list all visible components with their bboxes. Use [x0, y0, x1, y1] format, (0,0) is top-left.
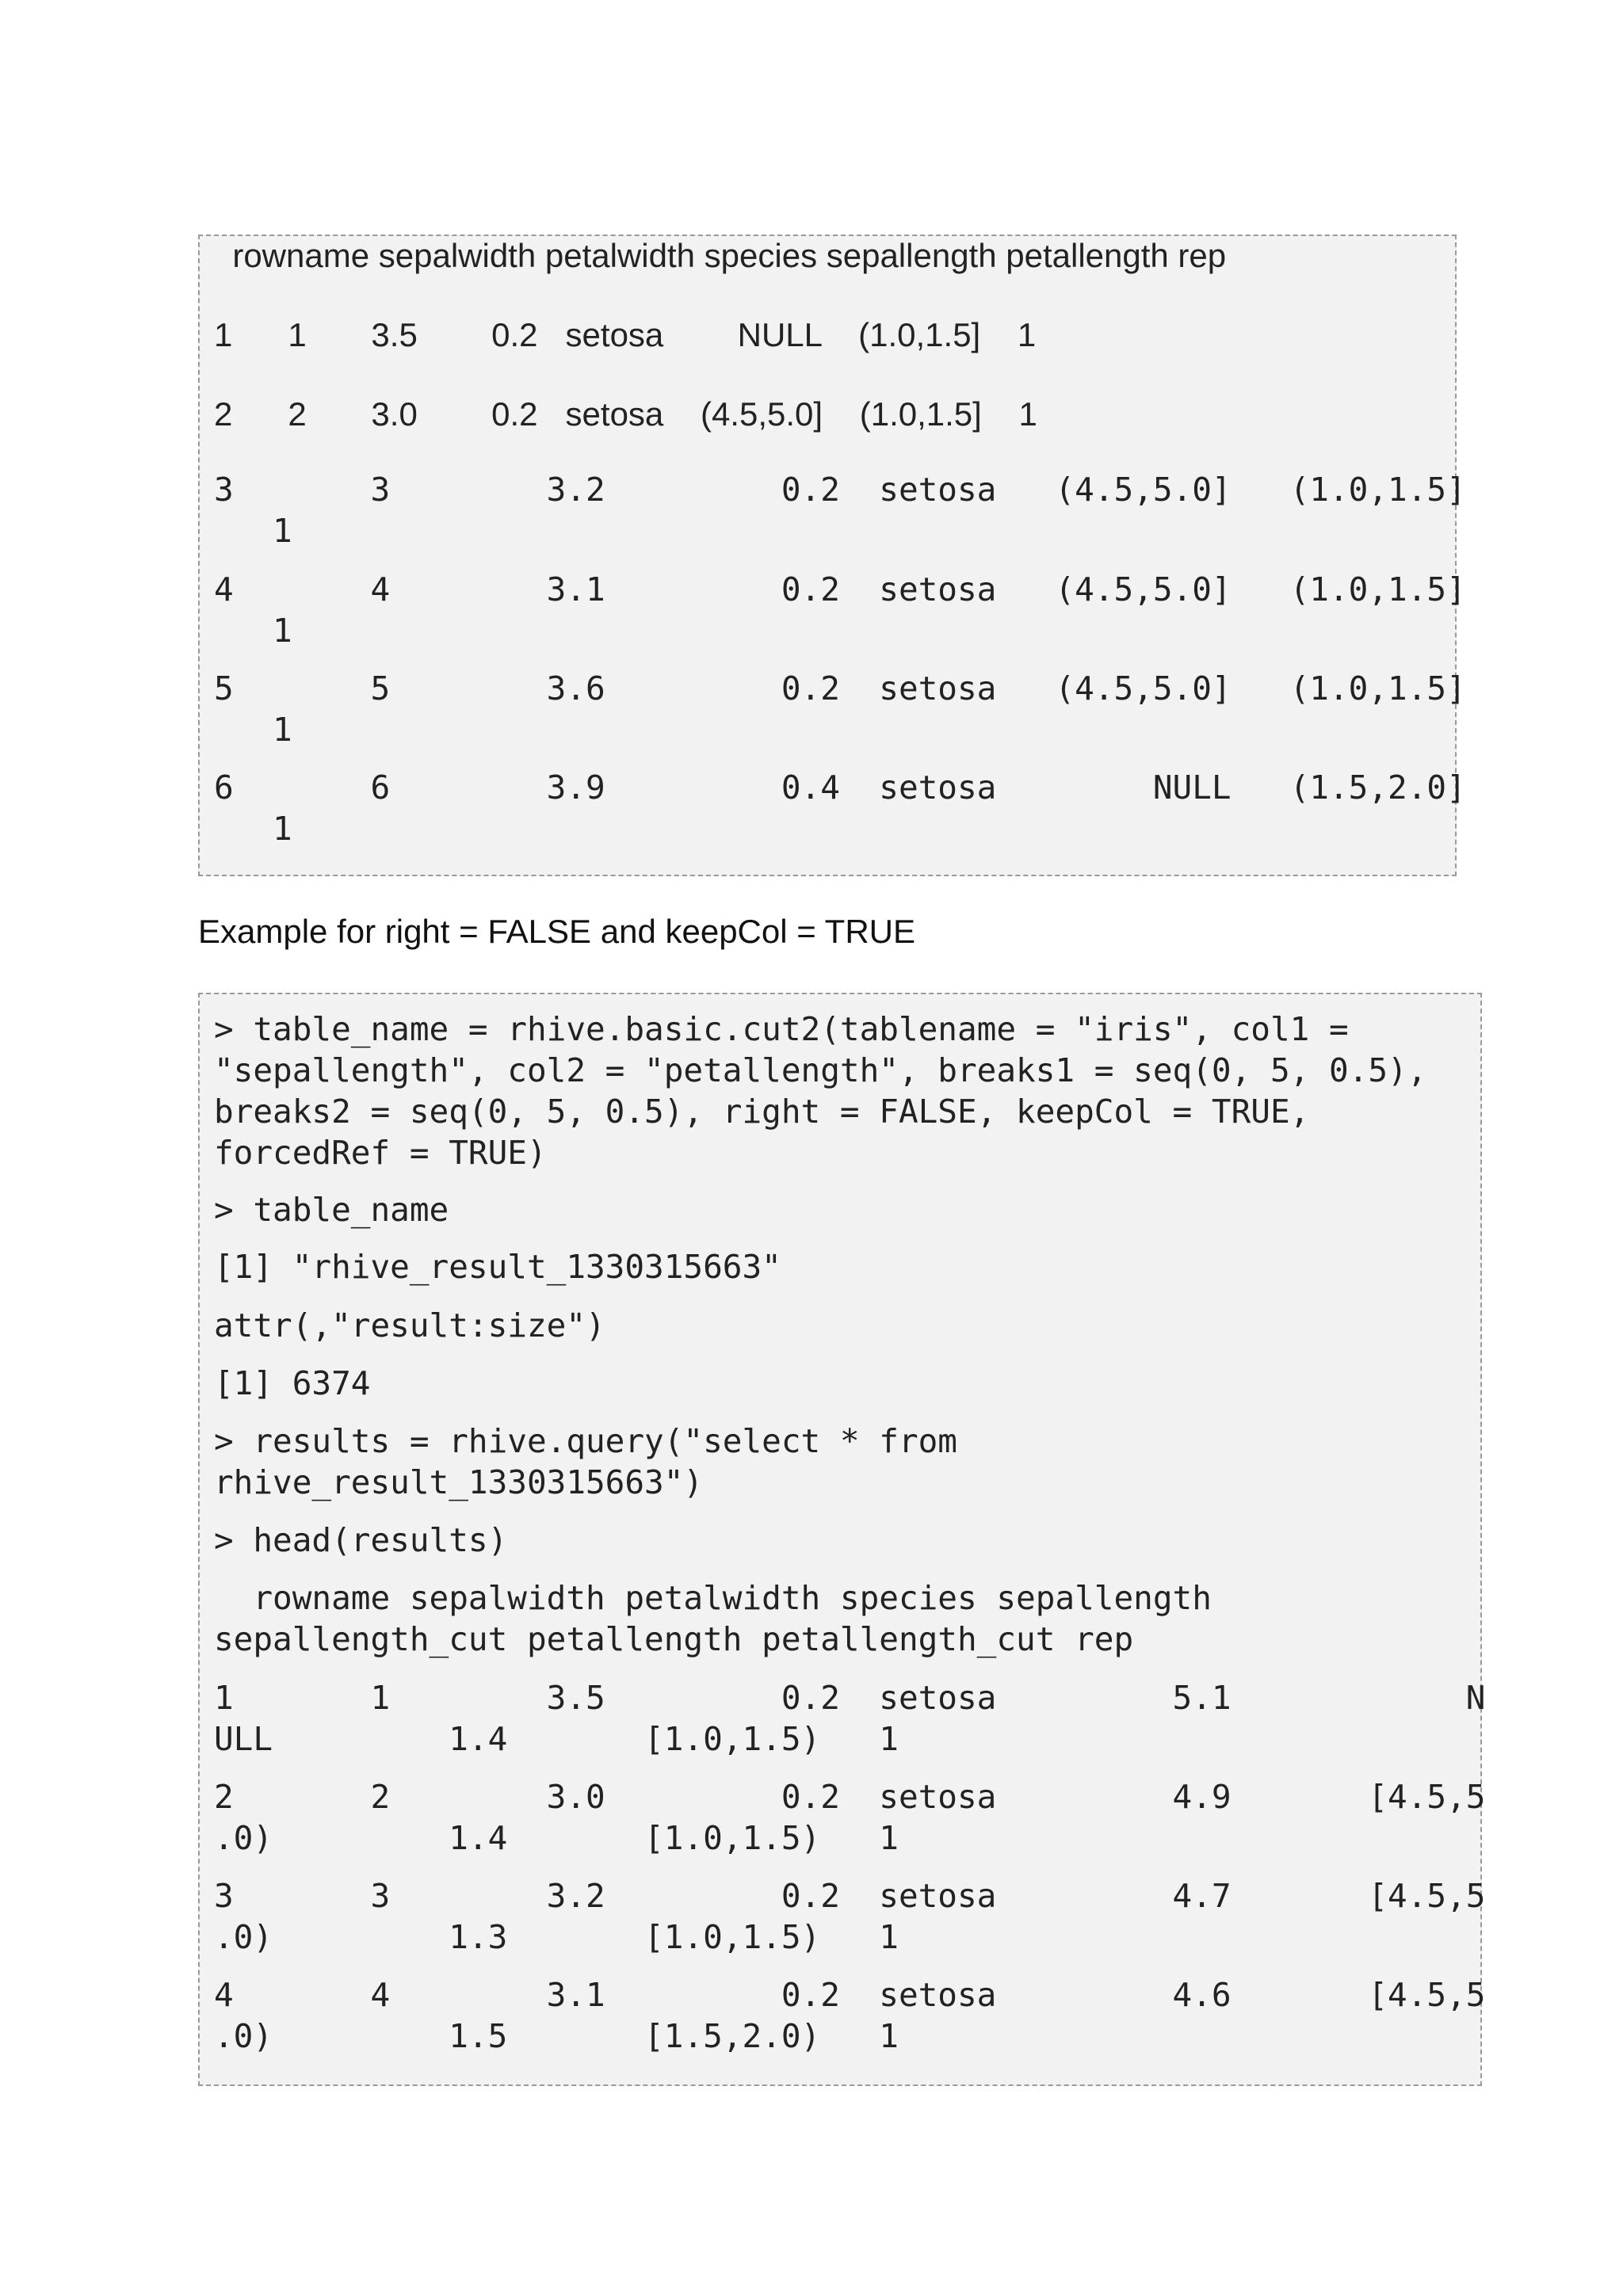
- code-output: attr(,"result:size"): [214, 1306, 605, 1344]
- table-row: 2 2 3.0 0.2 setosa (4.5,5.0] (1.0,1.5] 1: [214, 395, 1037, 433]
- table-row: 3 3 3.2 0.2 setosa (4.5,5.0] (1.0,1.5] 1: [214, 471, 1466, 550]
- code-command: > table_name = rhive.basic.cut2(tablename = "iris", col1 = "sepallength", col2 = "petallength", breaks1 = seq(0, 5, 0.5), breaks2 = seq(0, 5, 0.5), right = FALSE, keepCol = TRUE, forcedRef = TRUE): [214, 1010, 1427, 1172]
- table-row: 1 1 3.5 0.2 setosa NULL (1.0,1.5] 1: [214, 316, 1037, 353]
- code-output: [1] "rhive_result_1330315663": [214, 1248, 781, 1286]
- code-command: > results = rhive.query("select * from rhive_result_1330315663"): [214, 1422, 957, 1501]
- table-row: 5 5 3.6 0.2 setosa (4.5,5.0] (1.0,1.5] 1: [214, 669, 1466, 749]
- table-header: rowname sepalwidth petalwidth species sepallength petallength rep: [214, 237, 1227, 274]
- output-table-box-1: [198, 235, 1466, 876]
- table-row: 4 4 3.1 0.2 setosa 4.6 [4.5,5 .0) 1.5 [1.5,2.0) 1: [214, 1976, 1486, 2055]
- table-header: rowname sepalwidth petalwidth species sepallength sepallength_cut petallength petallength_cut rep: [214, 1579, 1212, 1658]
- table-row: 3 3 3.2 0.2 setosa 4.7 [4.5,5 .0) 1.3 [1.0,1.5) 1: [214, 1877, 1486, 1956]
- code-output: [1] 6374: [214, 1364, 371, 1402]
- code-example-box-2: [198, 993, 1486, 2086]
- table-row: 4 4 3.1 0.2 setosa (4.5,5.0] (1.0,1.5] 1: [214, 570, 1466, 650]
- table-row: 1 1 3.5 0.2 setosa 5.1 N ULL 1.4 [1.0,1.5) 1: [214, 1679, 1486, 1758]
- code-command: > table_name: [214, 1191, 449, 1229]
- code-command: > head(results): [214, 1521, 508, 1559]
- table-row: 2 2 3.0 0.2 setosa 4.9 [4.5,5 .0) 1.4 [1.0,1.5) 1: [214, 1778, 1486, 1857]
- table-row: 6 6 3.9 0.4 setosa NULL (1.5,2.0] 1: [214, 769, 1466, 848]
- example-caption: Example for right = FALSE and keepCol = TRUE: [198, 913, 916, 950]
